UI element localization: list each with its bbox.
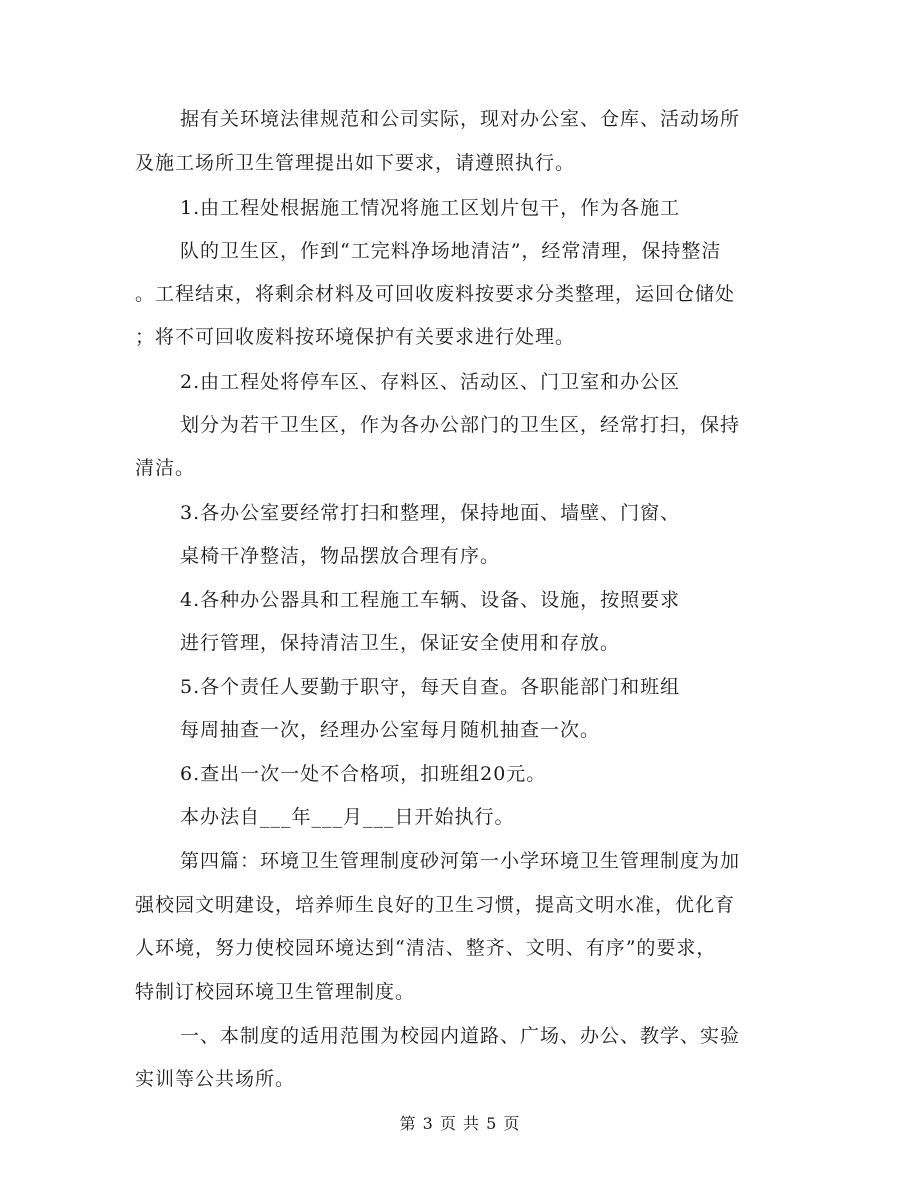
text-line: 每周抽查一次，经理办公室每月随机抽查一次。	[180, 719, 601, 741]
text-line: 特制订校园环境卫生管理制度。	[135, 981, 416, 1003]
text-line: 划分为若干卫生区，作为各办公部门的卫生区，经常打扫，保持	[180, 414, 741, 436]
text-line: 。工程结束，将剩余材料及可回收废料按要求分类整理，运回仓储处	[135, 283, 736, 305]
text-line: 5.各个责任人要勤于职守，每天自查。各职能部门和班组	[180, 676, 681, 698]
text-line: ；将不可回收废料按环境保护有关要求进行处理。	[135, 326, 576, 348]
page-number-footer: 第 3 页 共 5 页	[399, 1114, 521, 1133]
text-line: 第四篇：环境卫生管理制度砂河第一小学环境卫生管理制度为加	[180, 850, 741, 872]
text-line: 一、本制度的适用范围为校园内道路、广场、办公、教学、实验	[180, 1025, 741, 1047]
text-line: 清洁。	[135, 457, 196, 479]
text-line: 3.各办公室要经常打扫和整理，保持地面、墙壁、门窗、	[180, 502, 681, 524]
text-line: 据有关环境法律规范和公司实际，现对办公室、仓库、活动场所	[180, 108, 741, 130]
text-line: 4.各种办公器具和工程施工车辆、设备、设施，按照要求	[180, 589, 681, 611]
text-line: 队的卫生区，作到“工完料净场地清洁”，经常清理，保持整洁	[180, 240, 722, 262]
text-line: 6.查出一次一处不合格项，扣班组20元。	[180, 763, 547, 785]
text-line: 桌椅干净整洁，物品摆放合理有序。	[180, 545, 501, 567]
text-line: 及施工场所卫生管理提出如下要求，请遵照执行。	[135, 152, 576, 174]
text-line: 本办法自___年___月___日开始执行。	[180, 806, 515, 828]
text-line: 强校园文明建设，培养师生良好的卫生习惯，提高文明水准，优化育	[135, 894, 736, 916]
text-line: 人环境，努力使校园环境达到“清洁、整齐、文明、有序”的要求，	[135, 937, 717, 959]
text-line: 进行管理，保持清洁卫生，保证安全使用和存放。	[180, 632, 621, 654]
text-line: 2.由工程处将停车区、存料区、活动区、门卫室和办公区	[180, 371, 681, 393]
text-line: 实训等公共场所。	[135, 1068, 296, 1090]
text-line: 1.由工程处根据施工情况将施工区划片包干，作为各施工	[180, 197, 681, 219]
